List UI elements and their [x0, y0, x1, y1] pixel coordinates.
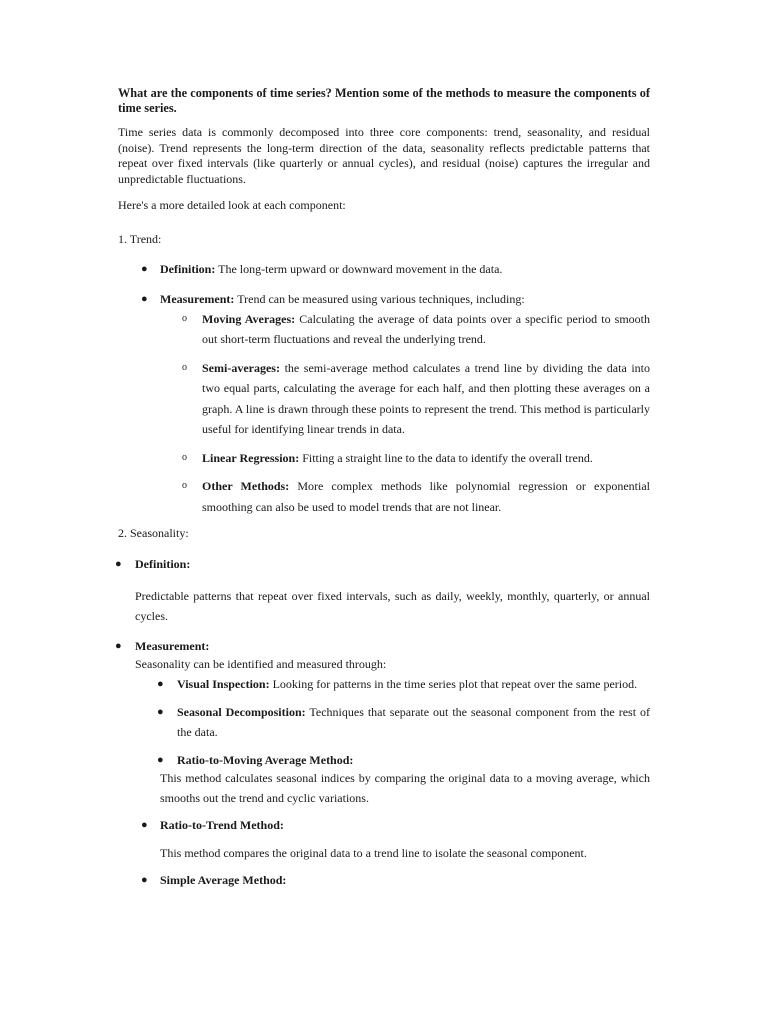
question-heading: What are the components of time series? Mention some of the methods to measure the components of time series.: [118, 86, 650, 115]
trend-measurement-text: Trend can be measured using various techniques, including:: [237, 291, 525, 306]
seasonality-list: [115, 554, 650, 656]
bullet-icon: ●: [157, 678, 164, 690]
ratio-trend-label: Ratio-to-Trend Method:: [160, 818, 284, 832]
bullet-icon: ●: [157, 753, 164, 766]
list-item: [118, 309, 650, 350]
list-item: [118, 815, 650, 835]
list-item: [118, 259, 650, 279]
method-text: More complex methods like polynomial regression or exponential smoothing can also be used to model trends that are not linear.: [202, 479, 650, 514]
list-item: [118, 750, 650, 771]
list-item: [118, 702, 650, 743]
list-item: [118, 476, 650, 517]
method-text: Fitting a straight line to the data to identify the overall trend.: [302, 450, 593, 465]
trend-heading: 1. Trend:: [118, 231, 162, 246]
bullet-icon: ●: [141, 819, 148, 831]
trend-list: [118, 259, 650, 518]
seasonality-definition-label: Definition:: [135, 557, 191, 571]
seasonality-more-methods: [118, 815, 650, 835]
list-item: [115, 554, 650, 626]
bullet-icon: ●: [141, 292, 148, 305]
method-text: Techniques that separate out the seasonal component from the rest of the data.: [177, 704, 650, 739]
bullet-icon: ●: [115, 558, 122, 570]
seasonality-measurement-text: Seasonality can be identified and measured through:: [135, 657, 387, 671]
list-item: [118, 448, 650, 469]
seasonality-methods: [118, 674, 650, 770]
lead-paragraph: Here's a more detailed look at each component:: [118, 198, 346, 212]
list-item: [115, 636, 650, 656]
document-page: [115, 86, 651, 900]
trend-definition-text: The long-term upward or downward movement in the data.: [218, 261, 503, 276]
seasonality-measurement-label: Measurement:: [135, 639, 210, 653]
bullet-icon: ●: [157, 705, 164, 718]
intro-paragraph: Time series data is commonly decomposed into three core components: trend, seasonality, and residual (noise). Trend represents the long-term direction of the data, seasonality reflects predictable patterns that repeat over fixed intervals (like quarterly or annual cycles), and residual (noise) captures the irregular and unpredictable fluctuations.: [118, 125, 650, 186]
trend-measurement-label: Measurement:: [160, 291, 235, 306]
seasonality-heading: 2. Seasonality:: [118, 526, 189, 540]
method-label: Ratio-to-Moving Average Method:: [177, 752, 354, 767]
seasonality-definition-text: Predictable patterns that repeat over fixed intervals, such as daily, weekly, monthly, quarterly, or annual cycles.: [135, 589, 650, 623]
method-label: Linear Regression:: [202, 450, 300, 465]
ratio-moving-description: This method calculates seasonal indices by comparing the original data to a moving average, which smooths out the trend and cyclic variations.: [160, 771, 650, 805]
list-item: [118, 289, 650, 309]
method-text: Looking for patterns in the time series plot that repeat over the same period.: [272, 677, 638, 691]
trend-definition-label: Definition:: [160, 261, 216, 276]
ratio-trend-description: This method compares the original data to a trend line to isolate the seasonal component.: [160, 846, 587, 860]
method-label: Moving Averages:: [202, 311, 296, 326]
circle-bullet-icon: o: [182, 361, 187, 373]
method-label: Other Methods:: [202, 479, 290, 493]
bullet-icon: ●: [141, 262, 148, 275]
circle-bullet-icon: o: [182, 480, 187, 491]
method-label: Visual Inspection:: [177, 677, 270, 691]
method-text: Calculating the average of data points over a specific period to smooth out short-term fluctuations and reveal the underlying trend.: [202, 311, 650, 346]
list-item: [118, 358, 650, 440]
simple-average-label: Simple Average Method:: [160, 873, 287, 887]
method-text: the semi-average method calculates a trend line by dividing the data into two equal parts, calculating the average for each half, and then plotting these averages on a graph. A line is drawn through these points to represent the trend. This method is particularly useful for identifying linear trends in data.: [202, 360, 651, 436]
seasonality-last-method: [118, 870, 650, 890]
circle-bullet-icon: o: [182, 451, 187, 463]
circle-bullet-icon: o: [182, 312, 187, 324]
method-label: Seasonal Decomposition:: [177, 704, 306, 719]
method-label: Semi-averages:: [202, 360, 280, 375]
list-item: [118, 870, 650, 890]
bullet-icon: ●: [115, 640, 122, 652]
list-item: [118, 674, 650, 695]
bullet-icon: ●: [141, 874, 148, 886]
